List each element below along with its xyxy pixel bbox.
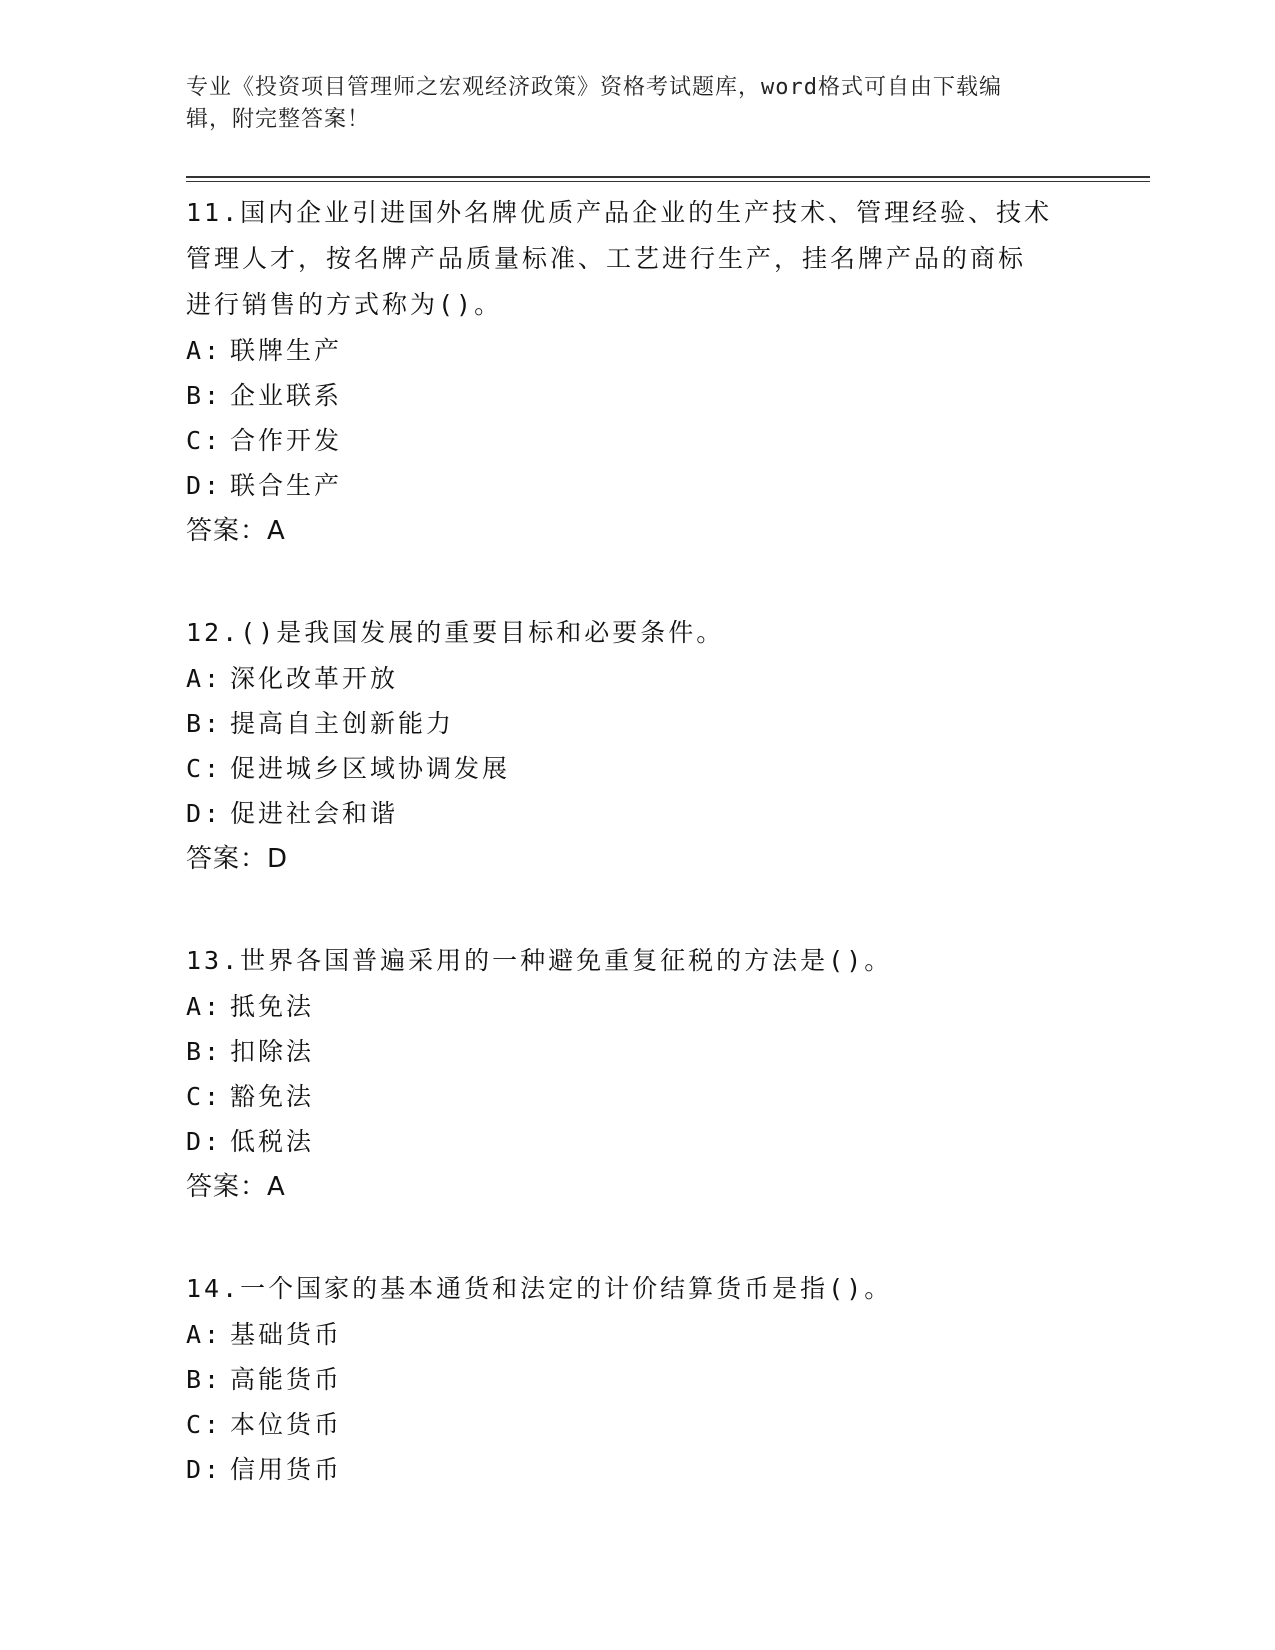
document-header — [186, 72, 1066, 136]
option-text: 抵免法 — [230, 992, 315, 1021]
stem-line: 管理人才，按名牌产品质量标准、工艺进行生产，挂名牌产品的商标 — [186, 244, 1027, 273]
option-key: D: — [186, 1455, 223, 1484]
answer-line: 答案：A — [186, 516, 286, 546]
answer-line: 答案：D — [186, 844, 289, 874]
option-key: C: — [186, 426, 223, 455]
question-stem — [186, 938, 1086, 984]
option-a — [186, 984, 1086, 1029]
option-d — [186, 1447, 1086, 1492]
option-text: 豁免法 — [230, 1082, 315, 1111]
option-text: 高能货币 — [230, 1365, 343, 1394]
option-key: D: — [186, 471, 223, 500]
question-13 — [186, 938, 1086, 1210]
option-key: B: — [186, 1365, 223, 1394]
answer-line: 答案：A — [186, 1172, 286, 1202]
option-c — [186, 746, 1086, 791]
header-divider-thick — [186, 176, 1150, 178]
option-key: B: — [186, 1037, 223, 1066]
option-text: 低税法 — [230, 1127, 315, 1156]
option-b — [186, 701, 1086, 746]
option-text: 联合生产 — [230, 471, 343, 500]
header-divider-thin — [186, 181, 1150, 182]
option-key: D: — [186, 799, 223, 828]
option-key: C: — [186, 1082, 223, 1111]
option-text: 深化改革开放 — [230, 664, 399, 693]
option-text: 基础货币 — [230, 1320, 343, 1349]
option-text: 促进城乡区域协调发展 — [230, 754, 511, 783]
option-text: 信用货币 — [230, 1455, 343, 1484]
header-line-1: 专业《投资项目管理师之宏观经济政策》资格考试题库，word格式可自由下载编 — [186, 75, 1002, 100]
option-a — [186, 1312, 1086, 1357]
option-d — [186, 1119, 1086, 1164]
option-key: D: — [186, 1127, 223, 1156]
option-key: A: — [186, 664, 223, 693]
question-12 — [186, 610, 1086, 882]
option-d — [186, 791, 1086, 836]
option-c — [186, 1402, 1086, 1447]
question-stem — [186, 610, 1086, 656]
option-a — [186, 656, 1086, 701]
header-line-2: 辑，附完整答案！ — [186, 107, 371, 132]
option-text: 扣除法 — [230, 1037, 315, 1066]
question-stem — [186, 1266, 1086, 1312]
option-text: 提高自主创新能力 — [230, 709, 455, 738]
option-b — [186, 373, 1086, 418]
option-key: C: — [186, 754, 223, 783]
question-list — [186, 190, 1086, 1548]
option-key: C: — [186, 1410, 223, 1439]
option-text: 联牌生产 — [230, 336, 343, 365]
stem-line: 14.一个国家的基本通货和法定的计价结算货币是指()。 — [186, 1274, 893, 1303]
option-d — [186, 463, 1086, 508]
question-stem — [186, 190, 1086, 328]
stem-line: 13.世界各国普遍采用的一种避免重复征税的方法是()。 — [186, 946, 893, 975]
option-c — [186, 1074, 1086, 1119]
option-c — [186, 418, 1086, 463]
stem-line: 11.国内企业引进国外名牌优质产品企业的生产技术、管理经验、技术 — [186, 198, 1053, 227]
option-b — [186, 1357, 1086, 1402]
option-b — [186, 1029, 1086, 1074]
question-14 — [186, 1266, 1086, 1492]
option-text: 企业联系 — [230, 381, 343, 410]
option-text: 合作开发 — [230, 426, 343, 455]
question-11 — [186, 190, 1086, 554]
stem-line: 12.()是我国发展的重要目标和必要条件。 — [186, 618, 725, 647]
option-text: 促进社会和谐 — [230, 799, 399, 828]
option-key: A: — [186, 336, 223, 365]
option-key: B: — [186, 709, 223, 738]
stem-line: 进行销售的方式称为()。 — [186, 290, 503, 319]
option-text: 本位货币 — [230, 1410, 343, 1439]
option-a — [186, 328, 1086, 373]
option-key: A: — [186, 992, 223, 1021]
option-key: B: — [186, 381, 223, 410]
option-key: A: — [186, 1320, 223, 1349]
